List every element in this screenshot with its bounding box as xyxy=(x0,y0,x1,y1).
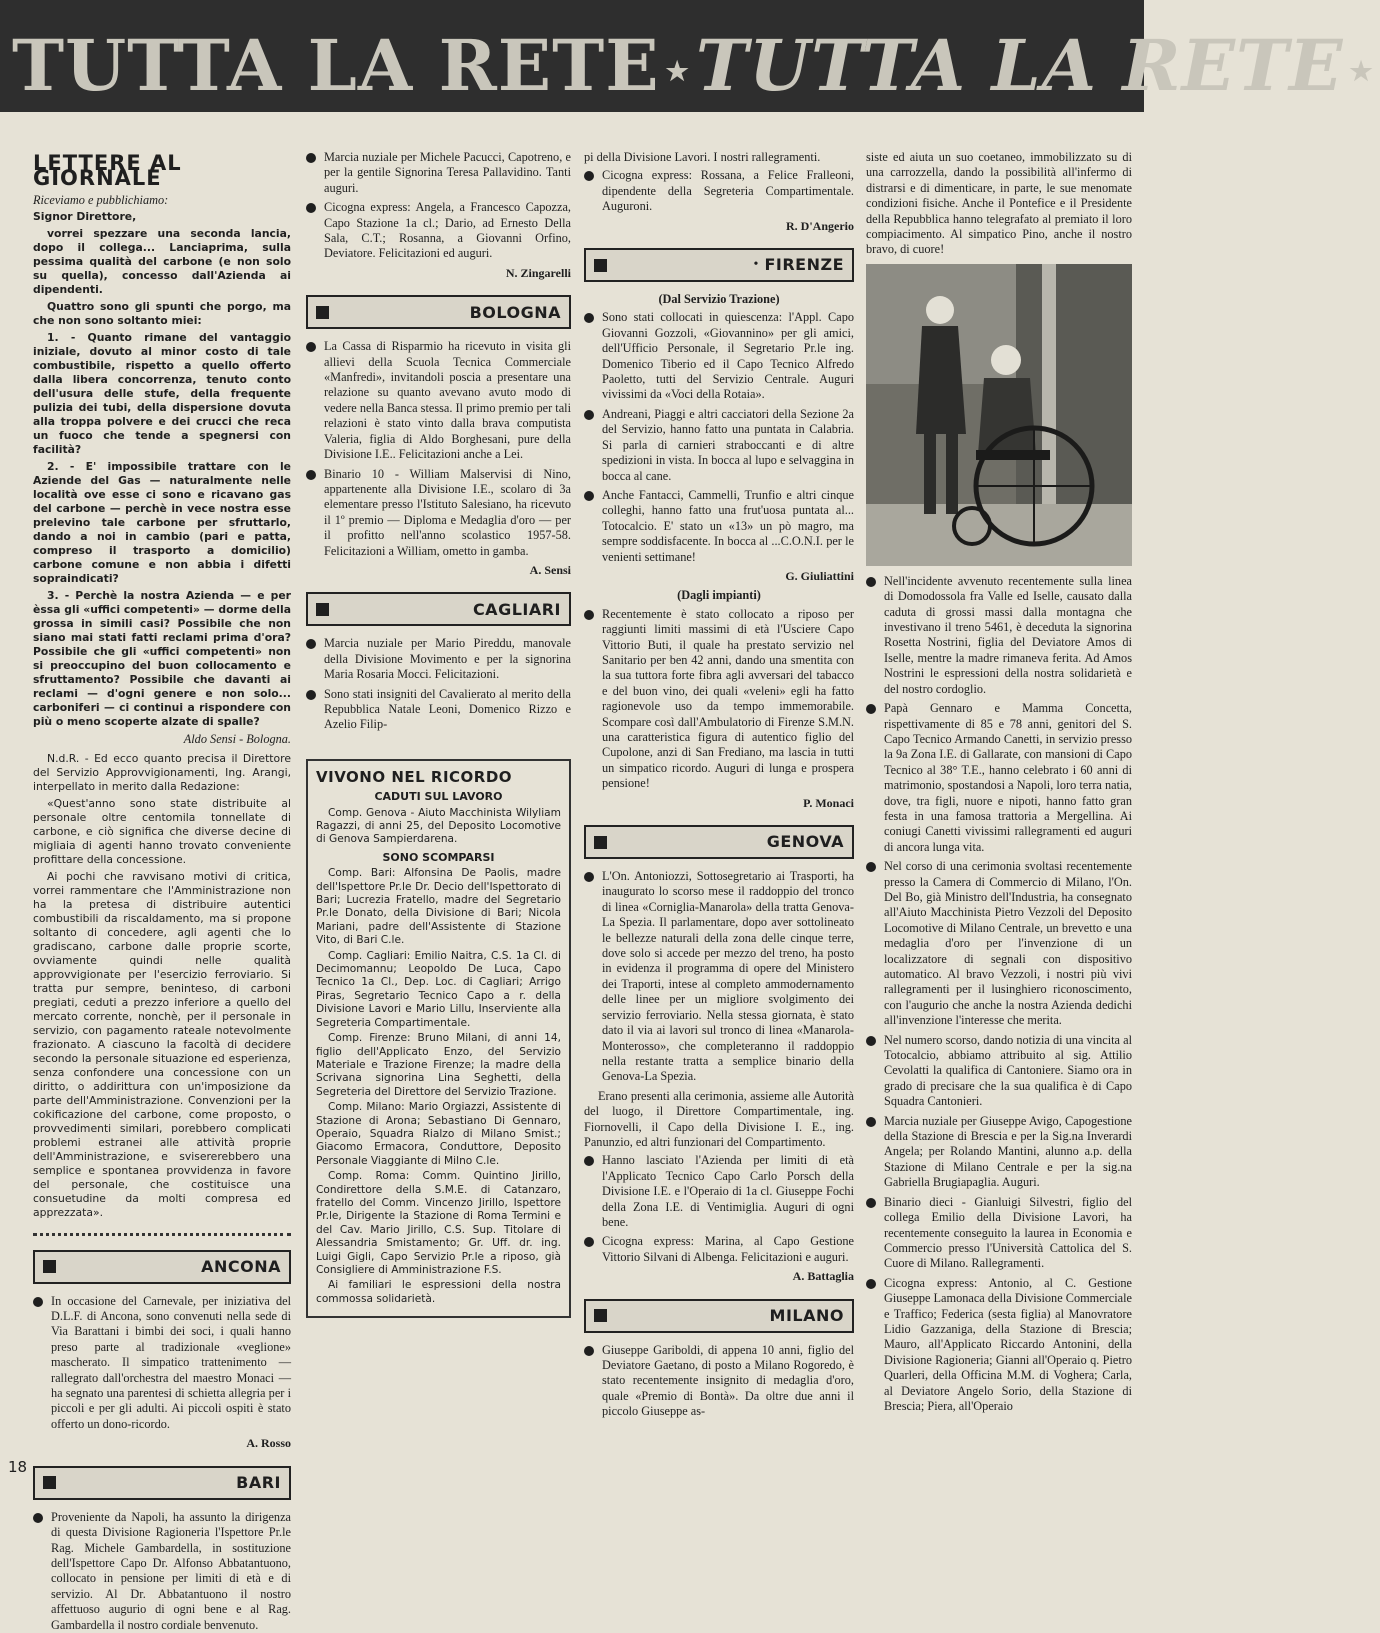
list-item xyxy=(306,339,571,462)
list-item xyxy=(584,1153,854,1230)
section-header-firenze xyxy=(584,248,854,282)
list-item xyxy=(306,467,571,559)
item-text: Cicogna express: Marina, al Capo Gestione Vittorio Silvani di Albenga. Felicitazioni e auguri. xyxy=(602,1234,854,1264)
star-icon-end: ★ xyxy=(1349,57,1374,87)
bullet-icon xyxy=(306,690,316,700)
bullet-icon xyxy=(584,171,594,181)
bullet-icon xyxy=(866,1036,876,1046)
letter-paragraph: vorrei spezzare una seconda lancia, dopo il collega... Lanciaprima, sulla pessima qualità del carbone (e non solo su quella), concesso dall'Azienda ai dipendenti. xyxy=(33,227,291,297)
masthead-title-b: TUTTA LA RETE xyxy=(695,24,1344,107)
subsection-title: (Dal Servizio Trazione) xyxy=(658,292,780,307)
bullet-icon xyxy=(306,639,316,649)
bullet-icon xyxy=(584,491,594,501)
column-4 xyxy=(866,150,1132,1470)
column-1 xyxy=(33,150,291,1632)
bullet-icon xyxy=(866,1198,876,1208)
letter-paragraph: 1. - Quanto rimane del vantaggio iniziale, dovuto al minor costo di tale combustibile, rispetto a quello offerto dalla libera concorrenza, tenuto conto dell'usura delle stufe, della frequente pulizia dei tubi, della dispersione dovuta alla troppa polvere e dei crucci che reca un fuoco che tende a spegnersi con facilità? xyxy=(33,331,291,457)
item-text: Giuseppe Gariboldi, di appena 10 anni, figlio del Deviatore Gaetano, di posto a Milano Rogoredo, è stato recentemente insignito di medaglia d'oro, quale «Premio di Bontà». Da oltre due anni il piccolo Giuseppe as- xyxy=(602,1342,854,1419)
section-label: CAGLIARI xyxy=(472,599,561,619)
signature: P. Monaci xyxy=(803,795,854,810)
bullet-icon xyxy=(584,610,594,620)
letters-intro: Riceviamo e pubblichiamo: xyxy=(33,192,169,207)
memorial-subheading: SONO SCOMPARSI xyxy=(382,850,495,864)
section-label: ANCONA xyxy=(201,1256,281,1276)
list-item xyxy=(584,1234,854,1265)
bullet-icon xyxy=(866,704,876,714)
bullet-icon xyxy=(866,1117,876,1127)
item-text: Recentemente è stato collocato a riposo per raggiunti limiti massimi di età l'Usciere Capo Vittorio Buti, il quale ha prestato servizio nel Sanitario per ben 42 anni, dando una smentita con la sua tuttora forte fibra agli avversari del tabacco e del buon vino, dei quali «veleni» egli ha fatto ragionevole uso da tempo immemorabile. Scompare così dall'Ambulatorio di Firenze S.M.N. una caratteristica figura di autentico figlio del Cupolone, anzi di San Frediano, ma lascia in tutti un simpatico ricordo. Auguri di lunga e prospera pensione! xyxy=(602,606,854,791)
square-icon xyxy=(594,836,607,849)
signature: R. D'Angerio xyxy=(786,218,854,233)
bullet-icon xyxy=(584,1346,594,1356)
list-item xyxy=(866,701,1132,855)
section-header-milano xyxy=(584,1299,854,1333)
list-item xyxy=(306,687,571,733)
square-icon xyxy=(43,1260,56,1273)
photo-illustration xyxy=(866,264,1132,566)
item-text: Hanno lasciato l'Azienda per limiti di età l'Applicato Tecnico Capo Carlo Porsch della Divisione I.E. e l'Operaio di 1a cl. Giuseppe Fochi della Zona I.E. di Ventimiglia. Auguri di ogni bene. xyxy=(602,1153,854,1229)
signature: A. Battaglia xyxy=(792,1269,854,1284)
section-header-bari xyxy=(33,1466,291,1500)
bullet-icon xyxy=(584,1237,594,1247)
bullet-icon xyxy=(584,1156,594,1166)
signature: A. Sensi xyxy=(529,562,571,577)
section-label: FIRENZE xyxy=(764,255,844,275)
list-item xyxy=(866,574,1132,697)
item-text: Cicogna express: Angela, a Francesco Capozza, Capo Stazione 1a cl.; Dario, ad Ernesto Della Sala, C.T.; Rosanna, a Giovanni Orfino, Deviatore. Felicitazioni ed auguri. xyxy=(324,200,571,261)
memorial-entry: Comp. Genova - Aiuto Macchinista Wilyliam Ragazzi, di anni 25, del Deposito Locomotive di Genova Sampierdarena. xyxy=(316,806,561,846)
column-3 xyxy=(584,150,854,1470)
memorial-closing: Ai familiari le espressioni della nostra commossa solidarietà. xyxy=(316,1279,561,1305)
memorial-box xyxy=(306,759,571,1318)
item-text: Papà Gennaro e Mamma Concetta, rispettivamente di 85 e 78 anni, genitori del S. Capo Tecnico Armando Canetti, in servizio presso la 9a Zona I.E. di Gallarate, con mansioni di Capo Tecnico al 38° T.E., hanno celebrato i 60 anni di matrimonio, spostandosi a Napoli, loro terra natia, dove, tra figli, nuore e nipoti, hanno fatto gran festa in una famosa trattoria a Mergellina. Ai coniugi Canetti vivissimi rallegramenti ed auguri di ancora lunga vita. xyxy=(884,701,1132,854)
paragraph: Erano presenti alla cerimonia, assieme alle Autorità del luogo, il Direttore Compartimentale, ing. Fiornovelli, il Capo della Divisione I. E., ing. Panunzio, ed altri funzionari del Compartimento. xyxy=(584,1088,854,1149)
signature: N. Zingarelli xyxy=(505,265,571,280)
letter-paragraph: Quattro sono gli spunti che porgo, ma che non sono soltanto miei: xyxy=(33,300,291,328)
section-label: GENOVA xyxy=(766,832,844,852)
star-icon: ★ xyxy=(665,57,690,87)
bullet-icon xyxy=(584,872,594,882)
item-text: Cicogna express: Antonio, al C. Gestione Giuseppe Lamonaca della Divisione Commerciale e Traffico; Federica (sesta figlia) al Manovratore Lidio Gazzaniga, della Stazione di Brescia; Mauro, all'Applicato Riccardo Antonini, della Divisione Ragioneria; Gianni all'Operaio q. Pietro Quarleri, della Officina M.M. di Voghera; Carla, al Deviatore Angelo Sorio, della Stazione di Brescia; Piera, all'Operaio xyxy=(884,1275,1132,1413)
masthead-banner xyxy=(0,0,1374,112)
item-text: La Cassa di Risparmio ha ricevuto in visita gli allievi della Scuola Tecnica Commerciale «Manfredi», invitandoli poscia a presentare una relazione su quanto avevano avuto modo di vedere nella Banca stessa. Il primo premio per tali relazioni è stato vinto dalla brava computista Valeria, figlia di Aldo Borghesani, pure della Divisione I.E.. Felicitazioni anche a Lei. xyxy=(324,339,571,462)
item-text: Andreani, Piaggi e altri cacciatori della Sezione 2a del Servizio, hanno fatto una puntata in Calabria. Si parla di carnieri straboccanti e di altre spedizioni in vista. In bocca al lupo e selvaggina in bocca al cane. xyxy=(602,406,854,483)
continued-text: siste ed aiuta un suo coetaneo, immobilizzato su di una carrozzella, dando la possibilità all'infermo di distrarsi e di dimenticare, in parte, le sue menomate condizioni fisiche. Anche il Pontefice e il Presidente della Repubblica hanno telegrafato al premiato il loro compiacimento. Al simpatico Pino, anche il nostro bravo, di cuore! xyxy=(866,150,1132,257)
list-item xyxy=(584,407,854,484)
continued-text: pi della Divisione Lavori. I nostri rallegramenti. xyxy=(584,150,821,164)
ndr-paragraph: Ai pochi che ravvisano motivi di critica, vorrei rammentare che l'Amministrazione non ha la pretesa di distribuire autentici combustibili da riscaldamento, ma si propone soltanto di concedere, agli agenti che lo gradiscano, carbone dalle proprie scorte, ovviamente quindi nelle qualità approvvigionate per l'esercizio ferroviario. Si tratta pur sempre, beninteso, di carboni pregiati, ceduti a prezzo inferiore a quello del mercato corrente, nonchè, per il personale in servizio, con pagamento rateale notevolmente frazionato. A ciascuno la facoltà di decidere secondo la personale situazione ed esperienza, senza confondere una concessione con un diritto, o addirittura con un'imposizione da parte dell'Amministrazione. Convenzioni per la cokificazione del carbone, come proposto, o provvedimenti similari, porebbero complicati problemi estranei alle attività proprie dell'Amministrazione, e svisererebbero una semplice e spontanea provvidenza in favore del personale, che costituisce una consuetudine da molti compresa ed apprezzata». xyxy=(33,869,291,1219)
letter-paragraph: 2. - E' impossibile trattare con le Aziende del Gas — naturalmente nelle località ove esse ci sono e ricavano gas del carbone — perchè in vece nostra esse prelevino tale carbone per sfruttarlo, dando a noi in cambio (pari e patta, compreso il trasporto a domicilio) carbone comune e non abbia i difetti sopraindicati? xyxy=(33,460,291,586)
item-text: Marcia nuziale per Giuseppe Avigo, Capogestione della Stazione di Brescia e per la Sig.na Inverardi Angela; per Rolando Mantini, alunno a.p. della Stazione di Milano Centrale e per la sig.na Gabriella Brugiapaglia. Auguri. xyxy=(884,1113,1132,1190)
list-item xyxy=(866,1114,1132,1191)
item-text: Sono stati insigniti del Cavalierato al merito della Repubblica Natale Leoni, Domenico Rizzo e Azelio Filip- xyxy=(324,686,571,732)
list-item xyxy=(584,310,854,402)
letter-signature: Aldo Sensi - Bologna. xyxy=(183,732,291,747)
square-icon xyxy=(316,306,329,319)
section-header-bologna xyxy=(306,295,571,329)
item-text: Nel numero scorso, dando notizia di una vincita al Totocalcio, abbiamo attribuito al sig. Attilio Cevolatti la qualifica di Cantoniere. Siamo ora in grado di precisare che la sua qualifica è di Capo Squadra Cantonieri. xyxy=(884,1032,1132,1109)
item-text: Anche Fantacci, Cammelli, Trunfio e altri cinque colleghi, hanno fatto una frut'uosa puntata al... Totocalcio. E' stato un «13» un pò magro, ma sempre soddisfacente. In bocca al ...C.O.N.I. per le venienti settimane! xyxy=(602,487,854,564)
list-item xyxy=(866,1276,1132,1415)
list-item xyxy=(866,1195,1132,1272)
bullet-icon xyxy=(306,153,316,163)
memorial-entry: Comp. Cagliari: Emilio Naitra, C.S. 1a Cl. di Decimomannu; Leopoldo De Luca, Capo Tecnico 1a Cl., Dep. Loc. di Cagliari; Arrigo Piras, Segretario Tecnico Capo a r. della Divisione Lavori e Mario Lillu, Inserviente alla Segreteria Compartimentale. xyxy=(316,949,561,1029)
bullet-icon xyxy=(866,1279,876,1289)
photo-boys-wheelchair xyxy=(866,264,1132,566)
bullet-icon xyxy=(866,862,876,872)
list-item xyxy=(306,200,571,262)
list-item xyxy=(866,859,1132,1028)
square-icon xyxy=(43,1476,56,1489)
list-item xyxy=(584,1343,854,1420)
item-text: Marcia nuziale per Michele Pacucci, Capotreno, e per la gentile Signorina Teresa Pallavidino. Tanti auguri. xyxy=(324,150,571,195)
letter-paragraph: 3. - Perchè la nostra Azienda — e per èssa gli «uffici competenti» — dorme della grossa in simili casi? Possibile che non siano mai stati fatti reclami prima d'ora? Possibile che gli «uffici competenti» non si preoccupino del buon collocamento e sfruttamento? Possibile che davanti ai reclami — d'ogni genere e non solo... carboniferi — ci continui a rispondere con più o meno scoperte alzate di spalle? xyxy=(33,589,291,729)
list-item xyxy=(584,869,854,1085)
item-text: Nel corso di una cerimonia svoltasi recentemente presso la Camera di Commercio di Milano, l'On. Del Bo, già Ministro dell'Industria, ha consegnato all'Aiuto Macchinista Pietro Vezzoli del Deposito Locomotive di Milano Centrale, un brevetto e una medaglia d'oro per l'invenzione di un localizzatore di segnali con dispositivo automatico. Al bravo Vezzoli, i nostri più vivi rallegramenti per il lusinghiero riconoscimento, con l'augurio che anche la nostra Azienda dedichi all'invenzione l'interesse che merita. xyxy=(884,859,1132,1028)
bullet-icon xyxy=(866,577,876,587)
dot-icon: • xyxy=(753,257,759,273)
ndr-paragraph: «Quest'anno sono state distribuite al personale oltre centomila tonnellate di carbone, e ciò significa che diverse decine di migliaia di agenti hanno trovato conveniente profittare della concessione. xyxy=(33,796,291,866)
list-item xyxy=(306,150,571,196)
signature: A. Rosso xyxy=(246,1436,291,1451)
square-icon xyxy=(594,1309,607,1322)
square-icon xyxy=(316,603,329,616)
section-label: BARI xyxy=(236,1472,281,1492)
memorial-entry: Comp. Bari: Alfonsina De Paolis, madre dell'Ispettore Pr.le Dr. Decio dell'Ispettorato di Bari; Lucrezia Fratello, madre del Segretario Pr.le Donato, della Divisione di Bari; Nicola Mariani, padre dell'Assistente di Stazione Vito, di Bari C.le. xyxy=(316,867,561,947)
subsection-title: (Dagli impianti) xyxy=(677,588,761,603)
column-2 xyxy=(306,150,571,1470)
list-item xyxy=(306,636,571,682)
memorial-subheading: CADUTI SUL LAVORO xyxy=(374,790,503,804)
list-item xyxy=(584,488,854,565)
bullet-icon xyxy=(306,470,316,480)
item-text: In occasione del Carnevale, per iniziativa del D.L.F. di Ancona, sono convenuti nella sede di Via Barattani i bimbi dei soci, i quali hanno preso parte al tradizionale «veglione» mascherato. Il simpatico trattenimento — rallegrato dall'orchestra del maestro Monaci — ha segnato una parentesi di schietta allegria per i piccoli e per gli adulti. Ai piccoli ospiti è stato offerto un dono-ricordo. xyxy=(51,1293,291,1431)
square-icon xyxy=(594,259,607,272)
section-label: BOLOGNA xyxy=(469,302,561,322)
masthead-text xyxy=(12,26,1380,112)
masthead-title-a: TUTTA LA RETE xyxy=(12,24,660,107)
list-item xyxy=(33,1510,291,1633)
section-header-ancona xyxy=(33,1250,291,1284)
list-item xyxy=(866,1033,1132,1110)
bullet-icon xyxy=(306,203,316,213)
ndr-paragraph: N.d.R. - Ed ecco quanto precisa il Direttore del Servizio Approvvigionamenti, Ing. Arangi, interpellato in merito dalla Redazione: xyxy=(33,751,291,793)
bullet-icon xyxy=(584,410,594,420)
list-item xyxy=(33,1294,291,1433)
section-label: MILANO xyxy=(769,1305,844,1325)
bullet-icon xyxy=(33,1297,43,1307)
item-text: Sono stati collocati in quiescenza: l'Appl. Capo Giovanni Gozzoli, «Giovannino» per gli amici, dell'Ufficio Personale, il Segretario Pr.le ing. Domenico Tiberio ed il Capo Tecnico Alfredo Paoletto, tutti del Servizio Centrale. Auguri vivissimi da «Voci della Rotaia». xyxy=(602,310,854,402)
letter-salutation: Signor Direttore, xyxy=(33,210,137,224)
bullet-icon xyxy=(584,313,594,323)
page-number: 18 xyxy=(8,1458,28,1476)
section-header-cagliari xyxy=(306,592,571,626)
memorial-title: VIVONO NEL RICORDO xyxy=(316,767,513,786)
section-header-genova xyxy=(584,825,854,859)
divider-wavy xyxy=(33,1228,291,1236)
item-text: Binario dieci - Gianluigi Silvestri, figlio del collega Emilio della Divisione Lavori, ha recentemente conseguito la laurea in Economia e Commercio presso l'Università Cattolica del S. Cuore di Milano. Rallegramenti. xyxy=(884,1194,1132,1271)
item-text: Proveniente da Napoli, ha assunto la dirigenza di questa Divisione Ragioneria l'Ispettore Pr.le Rag. Michele Gambardella, in sostituzione dell'Ispettore Capo Dr. Alfonso Abbatantuono, collocato in pensione per limiti di età e di servizio. Al Dr. Abbatantuono il nostro affettuoso augurio di ogni bene e al Rag. Gambardella il nostro cordiale benvenuto. xyxy=(51,1509,291,1632)
list-item xyxy=(584,168,854,214)
item-text: Marcia nuziale per Mario Pireddu, manovale della Divisione Movimento e per la signorina Maria Rosaria Mocci. Felicitazioni. xyxy=(324,636,571,682)
item-text: Binario 10 - William Malservisi di Nino, appartenente alla Divisione I.E., scolaro di 3a elementare presso l'Istituto Salesiano, ha ricevuto il 1º premio — Diploma e Medaglia d'oro — per il profitto nell'anno scolastico 1957-58. Felicitazioni a William, ometto in gamba. xyxy=(324,466,571,558)
bullet-icon xyxy=(306,342,316,352)
item-text: Nell'incidente avvenuto recentemente sulla linea di Domodossola fra Valle ed Iselle, causato dalla caduta di grossi massi dalla montagna che investivano il treno 5461, è deceduta la signorina Rosetta Nostrini, figlia del Deviatore Amos di Iselle, mentre la madre rimaneva ferita. Ad Amos Nostrini le espressioni della nostra solidarietà e del nostro cordoglio. xyxy=(884,573,1132,696)
memorial-entry: Comp. Roma: Comm. Quintino Jirillo, Condirettore della S.M.E. di Catanzaro, fratello del Comm. Vincenzo Jirillo, Ispettore Pr.le, Dirigente la Stazione di Roma Termini e del Cav. Mario Jirillo, C.S. Sup. Titolare di Alessandria Smistamento; Gr. Uff. dr. ing. Luigi Gigli, Capo Servizio Pr.le a riposo, già Consigliere di Amministrazione F.S. xyxy=(316,1170,561,1276)
signature: G. Giuliattini xyxy=(785,568,854,583)
list-item xyxy=(584,607,854,792)
memorial-entry: Comp. Firenze: Bruno Milani, di anni 14, figlio dell'Applicato Enzo, del Servizio Materiale e Trazione Firenze; la madre della Scrivana signorina Lina Seghetti, della Segreteria del Direttore del Servizio Trazione. xyxy=(316,1032,561,1098)
item-text: Cicogna express: Rossana, a Felice Fralleoni, dipendente della Segreteria Compartimentale. Auguroni. xyxy=(602,168,854,214)
item-text: L'On. Antoniozzi, Sottosegretario ai Trasporti, ha inaugurato lo scorso mese il raddoppio del tronco di linea «Corniglia-Manarola» della tratta Genova-La Spezia. Il parlamentare, dopo aver sottolineato le bellezze naturali della zona delle cinque terre, dove solo si accede per mezzo del treno, ha posto in evidenza il programma di opere del Ministero dei Traporti, intese al completo ammodernamento delle linee per un migliore svolgimento dei servizio ferroviario. Nella stessa giornata, è stato dato il via ai lavori sul tronco di linea «Manarola-Monterosso», che completeranno il raddoppio nella restante tratta a semplice binario della Genova-La Spezia. xyxy=(602,869,854,1084)
bullet-icon xyxy=(33,1513,43,1523)
letters-title: LETTERE AL GIORNALE xyxy=(33,151,182,191)
memorial-entry: Comp. Milano: Mario Orgiazzi, Assistente di Stazione di Arona; Sebastiano Di Gennaro, Operaio, Squadra Rialzo di Milano Smist.; Giacomo Ermacora, Conduttore, Deposito Personale Viaggiante di Milno C.le. xyxy=(316,1101,561,1167)
